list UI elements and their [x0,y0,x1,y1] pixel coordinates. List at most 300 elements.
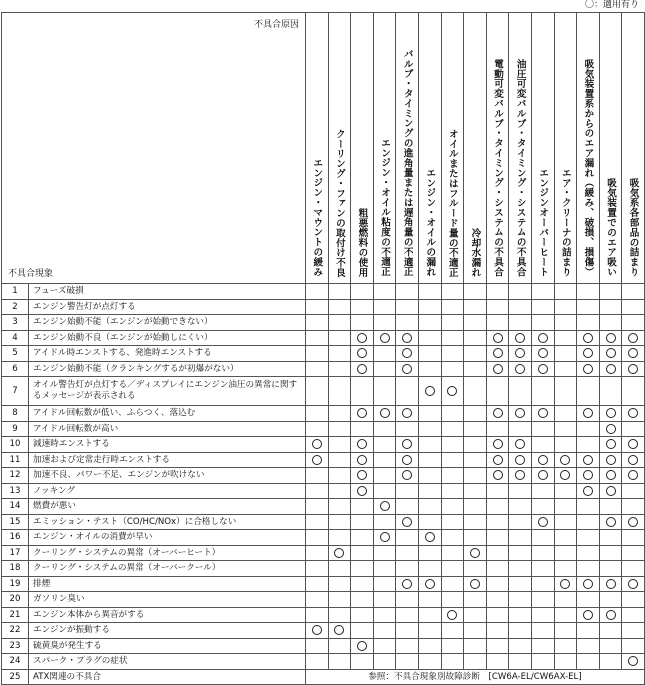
mark-cell [622,315,645,331]
mark-cell [351,514,374,530]
mark-cell [328,576,351,592]
mark-cell [351,315,374,331]
mark-cell [486,623,509,639]
table-row [2,421,645,437]
table-row [2,669,645,685]
table-row [2,483,645,499]
row-number: 11 [2,452,29,468]
mark-cell [418,638,441,654]
cause-header-label: オイルまたはフルード量の不適正 [446,128,458,277]
applicable-circle-icon [357,439,367,449]
cause-header-label: 吸気系各部品の詰まり [627,178,639,277]
mark-cell [351,607,374,623]
mark-cell [306,607,329,623]
mark-cell [418,361,441,377]
mark-cell [464,468,487,484]
mark-cell [486,638,509,654]
applicable-circle-icon [402,579,412,589]
mark-cell [306,638,329,654]
mark-cell [599,576,622,592]
applicable-circle-icon [628,348,638,358]
mark-cell [351,499,374,515]
corner-cell [2,13,306,284]
symptom-cell: エンジン始動不良（エンジンが始動しにくい） [29,330,306,346]
mark-cell [622,545,645,561]
table-row [2,315,645,331]
cause-header-label: エンジン・オイルの漏れ [424,168,436,277]
mark-cell [306,654,329,670]
mark-cell [441,638,464,654]
mark-cell [306,592,329,608]
cause-header-label: バルブ・タイミングの進角量または遅角量の不適正 [401,49,413,277]
mark-cell [577,437,600,453]
mark-cell [373,468,396,484]
cause-header-label: クーリング・ファンの取付け不良 [333,128,345,277]
mark-cell [622,421,645,437]
mark-cell [599,361,622,377]
mark-cell [531,561,554,577]
mark-cell [599,406,622,422]
mark-cell [441,361,464,377]
applicable-circle-icon [538,455,548,465]
mark-cell [599,421,622,437]
mark-cell [373,452,396,468]
mark-cell [554,592,577,608]
mark-cell [464,499,487,515]
mark-cell [464,330,487,346]
row-number: 19 [2,576,29,592]
mark-cell [599,330,622,346]
mark-cell [486,592,509,608]
applicable-circle-icon [493,408,503,418]
mark-cell [464,284,487,300]
symptom-cell: エンジン始動不能（クランキングするが初爆がない） [29,361,306,377]
applicable-circle-icon [357,408,367,418]
reference-cell: 参照：不具合現象別故障診断 [CW6A-EL/CW6AX-EL] [306,669,645,685]
mark-cell [509,377,532,406]
mark-cell [351,623,374,639]
mark-cell [464,576,487,592]
mark-cell [373,592,396,608]
mark-cell [441,592,464,608]
mark-cell [577,638,600,654]
mark-cell [441,514,464,530]
mark-cell [554,284,577,300]
mark-cell [306,576,329,592]
mark-cell [509,545,532,561]
mark-cell [328,361,351,377]
mark-cell [396,361,419,377]
applicable-circle-icon [606,610,616,620]
mark-cell [577,483,600,499]
mark-cell [622,377,645,406]
mark-cell [396,576,419,592]
applicable-circle-icon [312,455,322,465]
mark-cell [599,561,622,577]
mark-cell [486,514,509,530]
mark-cell [531,576,554,592]
mark-cell [396,315,419,331]
mark-cell [418,315,441,331]
mark-cell [554,499,577,515]
mark-cell [464,592,487,608]
mark-cell [464,361,487,377]
mark-cell [396,607,419,623]
mark-cell [373,346,396,362]
table-row [2,284,645,300]
mark-cell [599,654,622,670]
mark-cell [351,421,374,437]
applicable-circle-icon [560,455,570,465]
cause-header-label: 吸気装置系からのエア漏れ（緩み、破損、損傷） [582,59,594,277]
mark-cell [599,284,622,300]
mark-cell [554,530,577,546]
mark-cell [306,452,329,468]
table-row [2,299,645,315]
row-number: 10 [2,437,29,453]
mark-cell [554,623,577,639]
mark-cell [622,406,645,422]
mark-cell [599,623,622,639]
symptom-cell: オイル警告灯が点灯する／ディスプレイにエンジン油圧の異常に関するメッセージが表示される [29,377,306,406]
mark-cell [306,330,329,346]
mark-cell [622,361,645,377]
applicable-circle-icon [447,386,457,396]
mark-cell [531,284,554,300]
mark-cell [599,377,622,406]
mark-cell [599,315,622,331]
applicable-circle-icon [628,455,638,465]
table-row [2,377,645,406]
mark-cell [486,576,509,592]
cause-header-label: 電動可変バルブ・タイミング・システムの不具合 [492,59,504,277]
applicable-circle-icon [515,348,525,358]
applicable-circle-icon [560,579,570,589]
mark-cell [464,654,487,670]
mark-cell [396,545,419,561]
mark-cell [531,377,554,406]
mark-cell [509,406,532,422]
mark-cell [396,530,419,546]
mark-cell [351,299,374,315]
row-number: 20 [2,592,29,608]
mark-cell [328,299,351,315]
row-number: 16 [2,530,29,546]
applicable-circle-icon [583,364,593,374]
mark-cell [622,437,645,453]
applicable-circle-icon [515,364,525,374]
mark-cell [328,421,351,437]
mark-cell [486,545,509,561]
mark-cell [577,421,600,437]
table-row [2,561,645,577]
mark-cell [622,330,645,346]
mark-cell [486,483,509,499]
mark-cell [486,361,509,377]
table-row [2,623,645,639]
mark-cell [351,592,374,608]
mark-cell [373,638,396,654]
mark-cell [306,499,329,515]
mark-cell [622,468,645,484]
mark-cell [328,514,351,530]
cause-header [441,13,464,284]
mark-cell [396,499,419,515]
mark-cell [509,330,532,346]
mark-cell [577,284,600,300]
mark-cell [622,623,645,639]
mark-cell [464,514,487,530]
mark-cell [351,530,374,546]
symptom-cell: 硫黄臭が発生する [29,638,306,654]
mark-cell [328,284,351,300]
row-number: 15 [2,514,29,530]
cause-header [418,13,441,284]
mark-cell [373,514,396,530]
mark-cell [599,514,622,530]
applicable-circle-icon [425,579,435,589]
row-number: 23 [2,638,29,654]
row-number: 5 [2,346,29,362]
mark-cell [328,377,351,406]
mark-cell [554,468,577,484]
mark-cell [486,421,509,437]
symptom-cell: ノッキング [29,483,306,499]
mark-cell [418,607,441,623]
mark-cell [396,514,419,530]
mark-cell [486,452,509,468]
mark-cell [418,330,441,346]
cause-header-label: 吸気装置でのエア吸い [605,178,617,277]
row-number: 4 [2,330,29,346]
mark-cell [306,315,329,331]
applicable-circle-icon [628,439,638,449]
mark-cell [441,545,464,561]
mark-cell [351,346,374,362]
mark-cell [531,607,554,623]
applicable-circle-icon [583,348,593,358]
mark-cell [441,406,464,422]
mark-cell [441,654,464,670]
applicable-circle-icon [380,408,390,418]
mark-cell [622,346,645,362]
mark-cell [373,421,396,437]
mark-cell [464,452,487,468]
mark-cell [441,530,464,546]
applicable-circle-icon [538,517,548,527]
mark-cell [554,514,577,530]
mark-cell [509,607,532,623]
mark-cell [531,452,554,468]
mark-cell [531,545,554,561]
mark-cell [577,499,600,515]
mark-cell [306,346,329,362]
symptom-cell: 減速時エンストする [29,437,306,453]
mark-cell [328,654,351,670]
mark-cell [622,607,645,623]
mark-cell [554,545,577,561]
mark-cell [554,299,577,315]
row-number: 24 [2,654,29,670]
mark-cell [396,483,419,499]
applicable-circle-icon [493,333,503,343]
mark-cell [396,330,419,346]
mark-cell [509,499,532,515]
mark-cell [441,437,464,453]
mark-cell [351,545,374,561]
mark-cell [328,468,351,484]
mark-cell [509,452,532,468]
mark-cell [418,406,441,422]
mark-cell [509,592,532,608]
mark-cell [531,361,554,377]
mark-cell [396,406,419,422]
mark-cell [464,299,487,315]
mark-cell [622,576,645,592]
symptom-cell: アイドル時エンストする、発進時エンストする [29,346,306,362]
mark-cell [577,654,600,670]
mark-cell [486,315,509,331]
mark-cell [577,452,600,468]
mark-cell [418,421,441,437]
mark-cell [441,346,464,362]
cause-header-label: 油圧可変バルブ・タイミング・システムの不具合 [514,59,526,277]
symptom-cell: スパーク・プラグの症状 [29,654,306,670]
mark-cell [622,452,645,468]
applicable-circle-icon [583,579,593,589]
mark-cell [531,330,554,346]
mark-cell [622,499,645,515]
symptom-cell: 加速不良、パワー不足、エンジンが吹けない [29,468,306,484]
applicable-circle-icon [402,348,412,358]
mark-cell [486,561,509,577]
table-row [2,592,645,608]
mark-cell [486,437,509,453]
symptom-cell: エンジン・オイルの消費が早い [29,530,306,546]
mark-cell [486,499,509,515]
mark-cell [622,483,645,499]
mark-cell [328,437,351,453]
mark-cell [306,361,329,377]
table-body [2,284,645,685]
applicable-circle-icon [380,532,390,542]
mark-cell [396,561,419,577]
applicable-circle-icon [493,364,503,374]
cause-header [599,13,622,284]
mark-cell [351,654,374,670]
applicable-circle-icon [425,532,435,542]
mark-cell [509,468,532,484]
applicable-circle-icon [493,348,503,358]
mark-cell [418,623,441,639]
applicable-circle-icon [538,364,548,374]
row-number: 7 [2,377,29,406]
mark-cell [509,638,532,654]
table-row [2,576,645,592]
applicable-circle-icon [538,470,548,480]
table-row [2,654,645,670]
mark-cell [577,468,600,484]
mark-cell [486,330,509,346]
header-row [2,13,645,284]
mark-cell [531,499,554,515]
row-number: 3 [2,315,29,331]
mark-cell [509,623,532,639]
applicable-circle-icon [628,364,638,374]
mark-cell [486,284,509,300]
applicable-circle-icon [628,579,638,589]
mark-cell [328,315,351,331]
row-number: 13 [2,483,29,499]
diagnosis-table [1,12,645,685]
mark-cell [509,284,532,300]
mark-cell [351,468,374,484]
mark-cell [577,299,600,315]
row-number: 12 [2,468,29,484]
mark-cell [464,623,487,639]
mark-cell [351,576,374,592]
applicable-circle-icon [334,625,344,635]
mark-cell [418,530,441,546]
mark-cell [622,530,645,546]
applicable-circle-icon [312,439,322,449]
mark-cell [531,514,554,530]
mark-cell [509,483,532,499]
row-number: 18 [2,561,29,577]
applicable-circle-icon [380,333,390,343]
mark-cell [328,592,351,608]
mark-cell [554,576,577,592]
applicable-circle-icon [606,579,616,589]
mark-cell [396,638,419,654]
mark-cell [509,530,532,546]
mark-cell [418,499,441,515]
applicable-circle-icon [515,439,525,449]
table-row [2,437,645,453]
applicable-circle-icon [606,424,616,434]
applicable-circle-icon [357,470,367,480]
mark-cell [351,330,374,346]
cause-header [373,13,396,284]
mark-cell [396,592,419,608]
mark-cell [509,437,532,453]
applicable-circle-icon [538,408,548,418]
applicable-circle-icon [515,333,525,343]
cause-header [486,13,509,284]
mark-cell [599,468,622,484]
mark-cell [577,346,600,362]
symptom-cell: アイドル回転数が低い、ふらつく、落込む [29,406,306,422]
table-row [2,545,645,561]
mark-cell [306,623,329,639]
row-number: 25 [2,669,29,685]
mark-cell [328,530,351,546]
cause-header-label: 冷却水漏れ [469,227,481,277]
mark-cell [418,576,441,592]
applicable-circle-icon [425,386,435,396]
mark-cell [328,623,351,639]
cause-header-label: エンジンオーバーヒート [537,168,549,277]
table-row [2,514,645,530]
table-row [2,530,645,546]
mark-cell [306,530,329,546]
applicable-circle-icon [402,408,412,418]
applicable-circle-icon [515,455,525,465]
mark-cell [622,592,645,608]
mark-cell [509,576,532,592]
cause-header-label: 粗悪燃料の使用 [356,207,368,277]
mark-cell [554,638,577,654]
